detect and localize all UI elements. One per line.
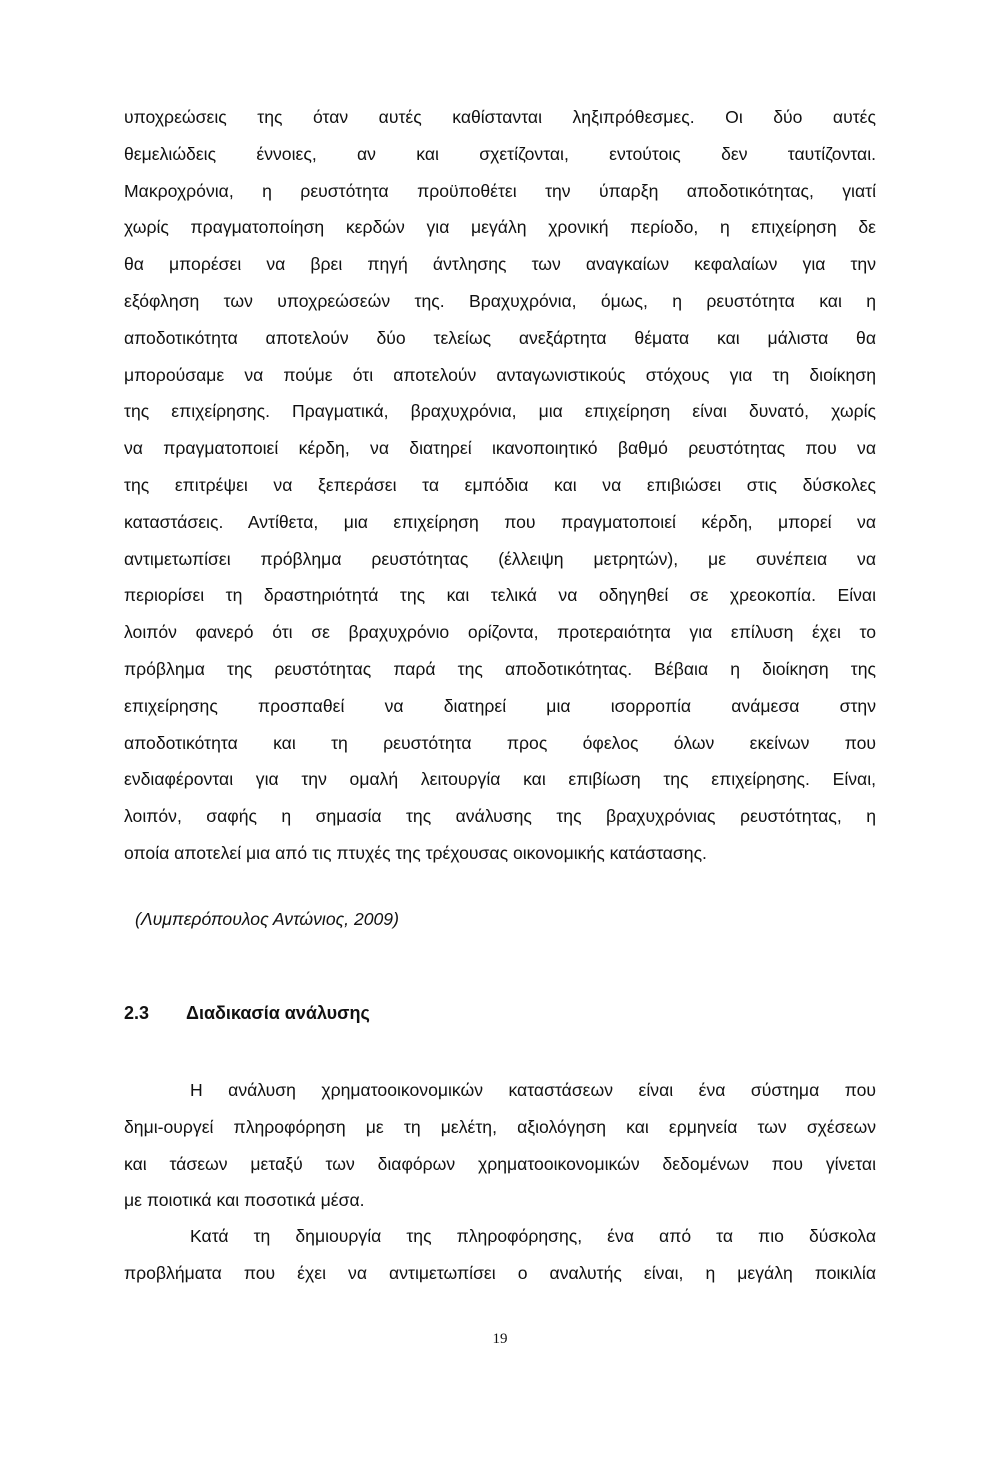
text-line: πρόβλημα της ρευστότητας παρά της αποδοτικότητας. Βέβαια η διοίκηση της <box>124 658 876 679</box>
section-heading <box>124 998 370 1028</box>
paragraph-financial-analysis <box>124 1072 876 1219</box>
text-line: Κατά τη δημιουργία της πληροφόρησης, ένα από τα πιο δύσκολα <box>190 1226 876 1246</box>
text-line: επιχείρησης προσπαθεί να διατηρεί μια ισορροπία ανάμεσα στην <box>124 695 876 716</box>
text-line: μπορούσαμε να πούμε ότι αποτελούν ανταγωνιστικούς στόχους για τη διοίκηση <box>124 364 876 385</box>
text-line: αποδοτικότητα αποτελούν δύο τελείως ανεξάρτητα θέματα και μάλιστα θα <box>124 327 876 348</box>
text-line: θα μπορέσει να βρει πηγή άντλησης των αναγκαίων κεφαλαίων για την <box>124 254 876 275</box>
text-line: περιορίσει τη δραστηριότητά της και τελικά να οδηγηθεί σε χρεοκοπία. Είναι <box>124 585 876 606</box>
page-number: 19 <box>492 1331 508 1347</box>
text-line: Μακροχρόνια, η ρευστότητα προϋποθέτει την ύπαρξη αποδοτικότητας, γιατί <box>124 180 876 201</box>
text-line: προβλήματα που έχει να αντιμετωπίσει ο αναλυτής είναι, η μεγάλη ποικιλία <box>124 1262 876 1283</box>
text-line: οποία αποτελεί μια από τις πτυχές της τρέχουσας οικονομικής κατάστασης. <box>124 842 707 863</box>
text-line: καταστάσεις. Αντίθετα, μια επιχείρηση που πραγματοποιεί κέρδη, μπορεί να <box>124 511 876 532</box>
text-line: της επιτρέψει να ξεπεράσει τα εμπόδια και να επιβιώσει στις δύσκολες <box>124 474 876 495</box>
citation: (Λυμπερόπουλος Αντώνιος, 2009) <box>135 909 399 929</box>
text-line: με ποιοτικά και ποσοτικά μέσα. <box>124 1190 365 1211</box>
paragraph-liquidity-profitability <box>124 99 876 872</box>
section-title: Διαδικασία ανάλυσης <box>186 1003 370 1023</box>
text-line: και τάσεων μεταξύ των διαφόρων χρηματοοικονομικών δεδομένων που γίνεται <box>124 1153 876 1174</box>
text-line: να πραγματοποιεί κέρδη, να διατηρεί ικανοποιητικό βαθμό ρευστότητας που να <box>124 438 876 459</box>
text-line: θεμελιώδεις έννοιες, αν και σχετίζονται, εντούτοις δεν ταυτίζονται. <box>124 143 876 164</box>
text-line: της επιχείρησης. Πραγματικά, βραχυχρόνια, μια επιχείρηση είναι δυνατό, χωρίς <box>124 401 876 422</box>
section-number: 2.3 <box>124 1003 150 1023</box>
text-line: χωρίς πραγματοποίηση κερδών για μεγάλη χρονική περίοδο, η επιχείρηση δε <box>124 217 876 238</box>
text-line: δημι-ουργεί πληροφόρηση με τη μελέτη, αξιολόγηση και ερμηνεία των σχέσεων <box>124 1116 876 1137</box>
text-line: Η ανάλυση χρηματοοικονομικών καταστάσεων είναι ένα σύστημα που <box>190 1080 876 1100</box>
text-line: λοιπόν φανερό ότι σε βραχυχρόνιο ορίζοντα, προτεραιότητα για επίλυση έχει το <box>124 622 876 643</box>
paragraph-information-creation <box>124 1218 876 1292</box>
text-line: εξόφληση των υποχρεώσεών της. Βραχυχρόνια, όμως, η ρευστότητα και η <box>124 290 876 311</box>
text-line: αντιμετωπίσει πρόβλημα ρευστότητας (έλλειψη μετρητών), με συνέπεια να <box>124 548 876 569</box>
text-line: λοιπόν, σαφής η σημασία της ανάλυσης της βραχυχρόνιας ρευστότητας, η <box>124 806 876 827</box>
text-line: αποδοτικότητα και τη ρευστότητα προς όφελος όλων εκείνων που <box>124 732 876 753</box>
text-line: υποχρεώσεις της όταν αυτές καθίστανται ληξιπρόθεσμες. Οι δύο αυτές <box>124 107 876 127</box>
text-line: ενδιαφέρονται για την ομαλή λειτουργία και επιβίωση της επιχείρησης. Είναι, <box>124 769 876 790</box>
